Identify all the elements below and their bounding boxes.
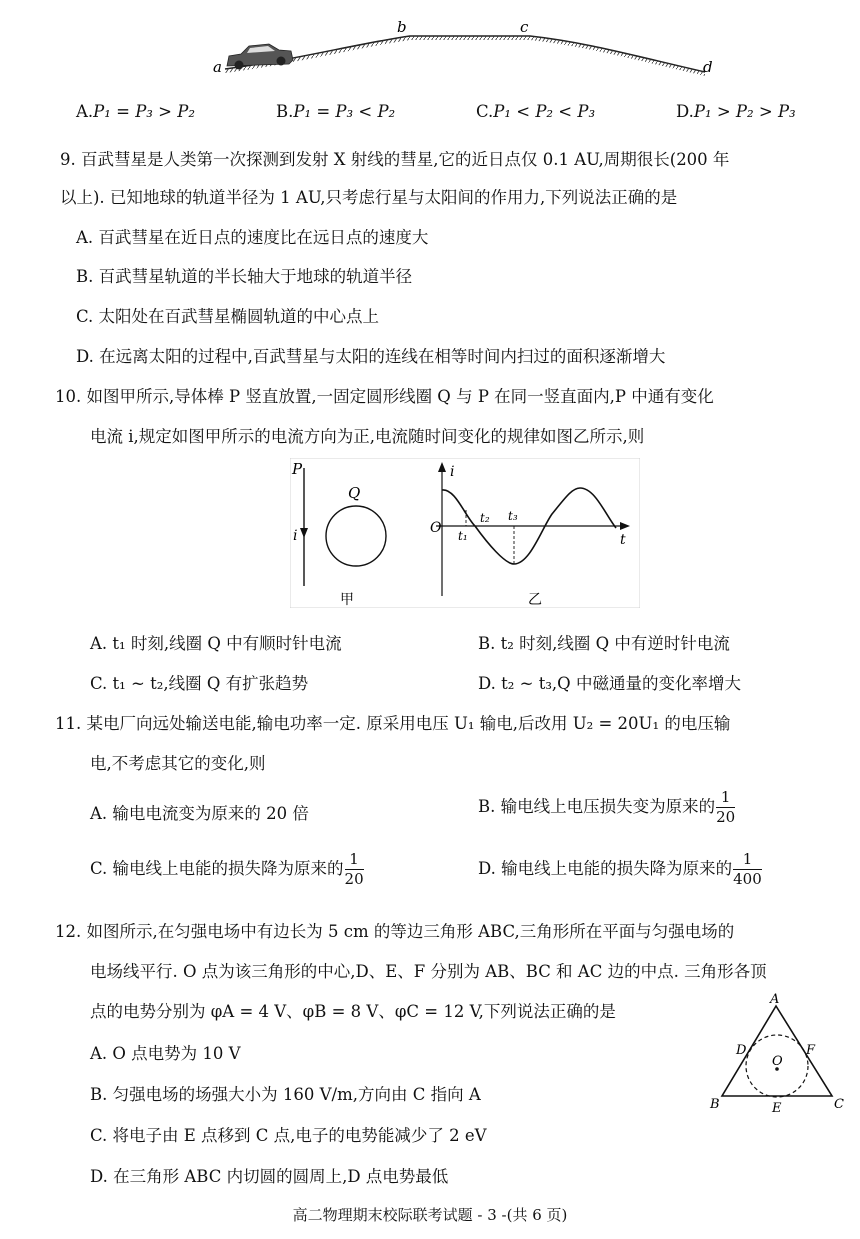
q9-option-c: C. 太阳处在百武彗星椭圆轨道的中心点上 <box>76 307 380 326</box>
q11-option-c <box>90 852 364 887</box>
q8-option-a-text: P₁ = P₃ > P₂ <box>93 102 195 121</box>
q10-option-b: B. t₂ 时刻,线圈 Q 中有逆时针电流 <box>478 634 730 653</box>
q8-option-c-letter: C. <box>476 102 494 121</box>
q8-option-b-letter: B. <box>276 102 294 121</box>
label-a: A <box>770 992 780 1007</box>
q9-stem-line1: 9. 百武彗星是人类第一次探测到发射 X 射线的彗星,它的近日点仅 0.1 AU,周期很长(200 年 <box>60 150 730 169</box>
point-c-label: c <box>520 18 529 36</box>
q8-option-c-text: P₁ < P₂ < P₃ <box>493 102 596 121</box>
q11-option-c-text: C. 输电线上电能的损失降为原来的 <box>90 859 344 878</box>
q11-option-c-den: 20 <box>344 870 364 888</box>
point-b-label: b <box>397 18 407 36</box>
label-t: t <box>620 532 626 548</box>
q8-option-a <box>76 102 195 121</box>
q12-option-c: C. 将电子由 E 点移到 C 点,电子的电势能减少了 2 eV <box>90 1126 487 1145</box>
point-a-label: a <box>213 58 222 76</box>
q11-option-d-num: 1 <box>733 852 762 870</box>
q9-option-a: A. 百武彗星在近日点的速度比在远日点的速度大 <box>76 228 429 247</box>
q8-option-b <box>276 102 395 121</box>
label-e: E <box>772 1101 782 1116</box>
caption-yi: 乙 <box>528 592 542 608</box>
label-i-axis: i <box>450 464 455 480</box>
label-o: O <box>772 1054 783 1069</box>
q12-option-b: B. 匀强电场的场强大小为 160 V/m,方向由 C 指向 A <box>90 1085 481 1104</box>
q10-option-c: C. t₁ ~ t₂,线圈 Q 有扩张趋势 <box>90 674 309 693</box>
label-q: Q <box>348 484 361 502</box>
q8-option-b-text: P₁ = P₃ < P₂ <box>293 102 396 121</box>
q8-option-a-letter: A. <box>76 102 94 121</box>
label-t1: t₁ <box>458 529 468 543</box>
q10-option-d: D. t₂ ~ t₃,Q 中磁通量的变化率增大 <box>478 674 741 693</box>
label-b: B <box>710 1097 720 1112</box>
q8-option-d-letter: D. <box>676 102 694 121</box>
q8-option-c <box>476 102 595 121</box>
q11-option-b-num: 1 <box>716 790 735 808</box>
q11-option-d-fraction <box>733 852 762 887</box>
q8-options <box>0 102 860 126</box>
q12-option-d: D. 在三角形 ABC 内切圆的圆周上,D 点电势最低 <box>90 1167 449 1186</box>
q8-option-d-text: P₁ > P₂ > P₃ <box>693 102 796 121</box>
label-i-bar: i <box>293 528 298 544</box>
point-d-label: d <box>703 58 713 76</box>
q11-option-b-fraction <box>716 790 735 825</box>
q12-stem-line1: 12. 如图所示,在匀强电场中有边长为 5 cm 的等边三角形 ABC,三角形所在平面与匀强电场的 <box>55 922 735 941</box>
q9-stem-line2: 以上). 已知地球的轨道半径为 1 AU,只考虑行星与太阳间的作用力,下列说法正确的是 <box>60 188 678 207</box>
i-axis-arrow-icon <box>438 462 446 472</box>
q12-stem-line3: 点的电势分别为 φA = 4 V、φB = 8 V、φC = 12 V,下列说法正确的是 <box>90 1002 616 1021</box>
q8-option-d <box>676 102 796 121</box>
q11-option-b <box>478 790 735 825</box>
q11-stem-line1: 11. 某电厂向远处输送电能,输电功率一定. 原采用电压 U₁ 输电,后改用 U₂ = 20U₁ 的电压输 <box>55 714 731 733</box>
label-t3: t₃ <box>508 509 518 523</box>
q12-triangle-figure <box>708 990 853 1118</box>
label-f: F <box>806 1043 816 1058</box>
caption-jia: 甲 <box>340 592 354 608</box>
q10-stem-line1: 10. 如图甲所示,导体棒 P 竖直放置,一固定圆形线圈 Q 与 P 在同一竖直面内,P 中通有变化 <box>55 387 714 406</box>
q9-option-b: B. 百武彗星轨道的半长轴大于地球的轨道半径 <box>76 267 413 286</box>
label-t2: t₂ <box>480 511 490 525</box>
q12-option-a: A. O 点电势为 10 V <box>90 1044 241 1063</box>
coil-q <box>326 506 386 566</box>
q11-option-a: A. 输电电流变为原来的 20 倍 <box>90 804 309 823</box>
label-p: P <box>292 460 303 478</box>
q11-option-c-num: 1 <box>345 852 364 870</box>
q11-option-c-fraction <box>345 852 364 887</box>
road-car-figure <box>205 14 720 84</box>
q11-option-d-den: 400 <box>733 870 762 888</box>
q10-option-a: A. t₁ 时刻,线圈 Q 中有顺时针电流 <box>90 634 342 653</box>
q11-option-b-den: 20 <box>716 808 736 826</box>
label-d: D <box>736 1043 747 1058</box>
q11-stem-line2: 电,不考虑其它的变化,则 <box>90 754 266 773</box>
t-axis-arrow-icon <box>620 522 630 530</box>
q11-option-b-text: B. 输电线上电压损失变为原来的 <box>478 797 716 816</box>
page-footer: 高二物理期末校际联考试题 - 3 -(共 6 页) <box>292 1206 568 1224</box>
label-c: C <box>834 1097 844 1112</box>
q10-figure <box>290 458 640 608</box>
q11-option-d <box>478 852 762 887</box>
q11-option-d-text: D. 输电线上电能的损失降为原来的 <box>478 859 733 878</box>
q10-stem-line2: 电流 i,规定如图甲所示的电流方向为正,电流随时间变化的规律如图乙所示,则 <box>90 427 645 446</box>
label-o: O <box>430 520 442 536</box>
current-arrow-icon <box>300 528 308 538</box>
q12-stem-line2: 电场线平行. O 点为该三角形的中心,D、E、F 分别为 AB、BC 和 AC 边的中点. 三角形各顶 <box>90 962 767 981</box>
q9-option-d: D. 在远离太阳的过程中,百武彗星与太阳的连线在相等时间内扫过的面积逐渐增大 <box>76 347 666 366</box>
